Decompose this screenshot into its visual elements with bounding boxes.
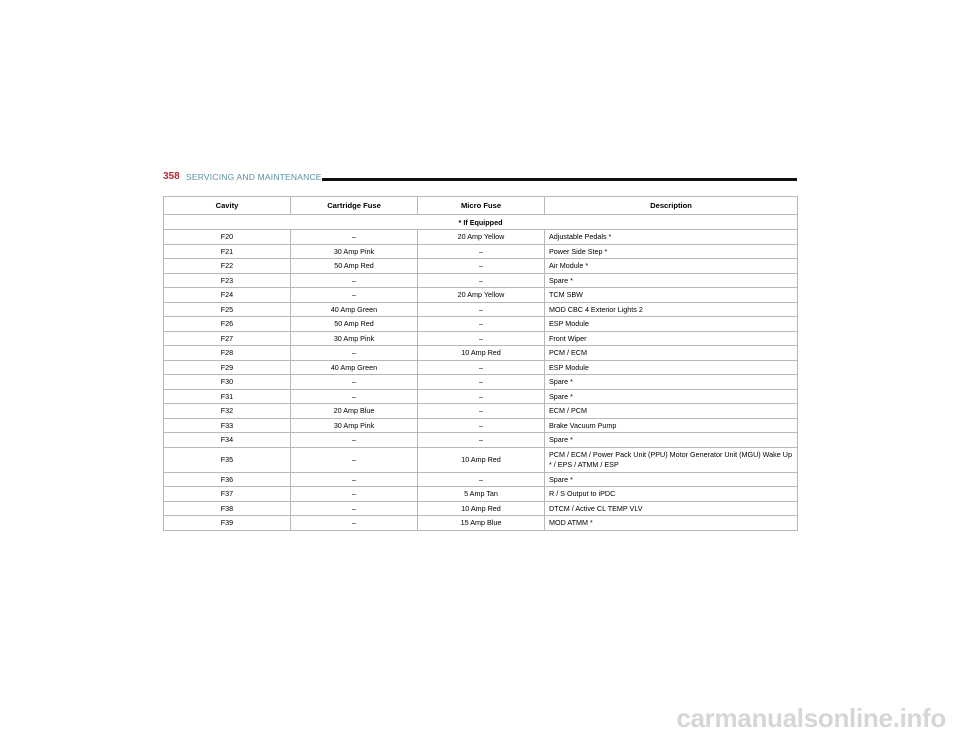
cell-cavity: F34	[164, 433, 291, 448]
cell-cartridge-fuse: –	[291, 516, 418, 531]
cell-description: R / S Output to iPDC	[545, 487, 798, 502]
cell-micro-fuse: 20 Amp Yellow	[418, 288, 545, 303]
table-row	[164, 404, 798, 419]
cell-description: Adjustable Pedals *	[545, 230, 798, 245]
watermark: carmanualsonline.info	[676, 703, 946, 733]
cell-description: Spare *	[545, 472, 798, 487]
cell-cavity: F22	[164, 259, 291, 274]
section-title: SERVICING AND MAINTENANCE	[186, 172, 322, 182]
cell-description: ESP Module	[545, 317, 798, 332]
table-row	[164, 389, 798, 404]
table-note-row	[164, 215, 798, 230]
if-equipped-note: * If Equipped	[164, 215, 798, 230]
cell-micro-fuse: –	[418, 433, 545, 448]
cell-cavity: F36	[164, 472, 291, 487]
cell-description: Brake Vacuum Pump	[545, 418, 798, 433]
header-rule	[322, 178, 797, 181]
cell-cartridge-fuse: –	[291, 447, 418, 472]
cell-description: Spare *	[545, 375, 798, 390]
cell-micro-fuse: 5 Amp Tan	[418, 487, 545, 502]
cell-cartridge-fuse: –	[291, 487, 418, 502]
cell-cavity: F33	[164, 418, 291, 433]
cell-micro-fuse: –	[418, 375, 545, 390]
cell-cavity: F37	[164, 487, 291, 502]
cell-cartridge-fuse: 30 Amp Pink	[291, 418, 418, 433]
cell-description: PCM / ECM / Power Pack Unit (PPU) Motor Generator Unit (MGU) Wake Up * / EPS / ATMM / ESP	[545, 447, 798, 472]
cell-cavity: F32	[164, 404, 291, 419]
cell-cartridge-fuse: –	[291, 346, 418, 361]
cell-cartridge-fuse: –	[291, 433, 418, 448]
cell-cartridge-fuse: –	[291, 230, 418, 245]
cell-cavity: F20	[164, 230, 291, 245]
cell-micro-fuse: –	[418, 404, 545, 419]
cell-micro-fuse: 10 Amp Red	[418, 447, 545, 472]
cell-micro-fuse: –	[418, 259, 545, 274]
table-row	[164, 433, 798, 448]
cell-cavity: F27	[164, 331, 291, 346]
table-row	[164, 375, 798, 390]
cell-micro-fuse: 15 Amp Blue	[418, 516, 545, 531]
table-row	[164, 418, 798, 433]
column-header-cartridge-fuse: Cartridge Fuse	[291, 197, 418, 215]
cell-cartridge-fuse: –	[291, 273, 418, 288]
cell-description: DTCM / Active CL TEMP VLV	[545, 501, 798, 516]
cell-cavity: F39	[164, 516, 291, 531]
cell-micro-fuse: –	[418, 389, 545, 404]
page-header	[163, 171, 797, 185]
table-row	[164, 487, 798, 502]
cell-cavity: F21	[164, 244, 291, 259]
table-row	[164, 302, 798, 317]
table-row	[164, 447, 798, 472]
cell-description: TCM SBW	[545, 288, 798, 303]
table-row	[164, 273, 798, 288]
cell-description: ECM / PCM	[545, 404, 798, 419]
table-header-row	[164, 197, 798, 215]
column-header-cavity: Cavity	[164, 197, 291, 215]
cell-cartridge-fuse: –	[291, 375, 418, 390]
table-row	[164, 501, 798, 516]
cell-micro-fuse: –	[418, 360, 545, 375]
cell-cartridge-fuse: 20 Amp Blue	[291, 404, 418, 419]
column-header-micro-fuse: Micro Fuse	[418, 197, 545, 215]
cell-cavity: F35	[164, 447, 291, 472]
table-row	[164, 331, 798, 346]
table-row	[164, 244, 798, 259]
cell-cartridge-fuse: 50 Amp Red	[291, 317, 418, 332]
table-row	[164, 259, 798, 274]
cell-description: Spare *	[545, 433, 798, 448]
cell-micro-fuse: –	[418, 244, 545, 259]
cell-cavity: F26	[164, 317, 291, 332]
cell-cartridge-fuse: 40 Amp Green	[291, 302, 418, 317]
cell-cartridge-fuse: 30 Amp Pink	[291, 331, 418, 346]
page-number: 358	[163, 171, 180, 182]
fuse-table	[163, 196, 798, 531]
cell-description: Air Module *	[545, 259, 798, 274]
cell-micro-fuse: 10 Amp Red	[418, 501, 545, 516]
cell-cavity: F38	[164, 501, 291, 516]
cell-micro-fuse: 20 Amp Yellow	[418, 230, 545, 245]
cell-micro-fuse: –	[418, 331, 545, 346]
table-row	[164, 230, 798, 245]
cell-description: MOD CBC 4 Exterior Lights 2	[545, 302, 798, 317]
cell-micro-fuse: –	[418, 472, 545, 487]
cell-cavity: F28	[164, 346, 291, 361]
cell-cartridge-fuse: 40 Amp Green	[291, 360, 418, 375]
cell-cartridge-fuse: 30 Amp Pink	[291, 244, 418, 259]
cell-description: MOD ATMM *	[545, 516, 798, 531]
column-header-description: Description	[545, 197, 798, 215]
cell-micro-fuse: –	[418, 317, 545, 332]
cell-cavity: F31	[164, 389, 291, 404]
cell-description: Power Side Step *	[545, 244, 798, 259]
cell-cartridge-fuse: –	[291, 501, 418, 516]
cell-description: Spare *	[545, 273, 798, 288]
table-row	[164, 317, 798, 332]
cell-description: Front Wiper	[545, 331, 798, 346]
cell-micro-fuse: –	[418, 418, 545, 433]
cell-cavity: F24	[164, 288, 291, 303]
table-row	[164, 472, 798, 487]
cell-micro-fuse: –	[418, 302, 545, 317]
cell-cartridge-fuse: –	[291, 472, 418, 487]
cell-cartridge-fuse: –	[291, 389, 418, 404]
cell-cartridge-fuse: 50 Amp Red	[291, 259, 418, 274]
cell-cavity: F23	[164, 273, 291, 288]
cell-cavity: F25	[164, 302, 291, 317]
cell-cavity: F29	[164, 360, 291, 375]
fuse-table-body	[164, 215, 798, 531]
cell-micro-fuse: –	[418, 273, 545, 288]
cell-micro-fuse: 10 Amp Red	[418, 346, 545, 361]
cell-description: ESP Module	[545, 360, 798, 375]
cell-description: Spare *	[545, 389, 798, 404]
cell-cartridge-fuse: –	[291, 288, 418, 303]
cell-cavity: F30	[164, 375, 291, 390]
table-row	[164, 360, 798, 375]
cell-description: PCM / ECM	[545, 346, 798, 361]
table-row	[164, 346, 798, 361]
table-row	[164, 288, 798, 303]
table-row	[164, 516, 798, 531]
